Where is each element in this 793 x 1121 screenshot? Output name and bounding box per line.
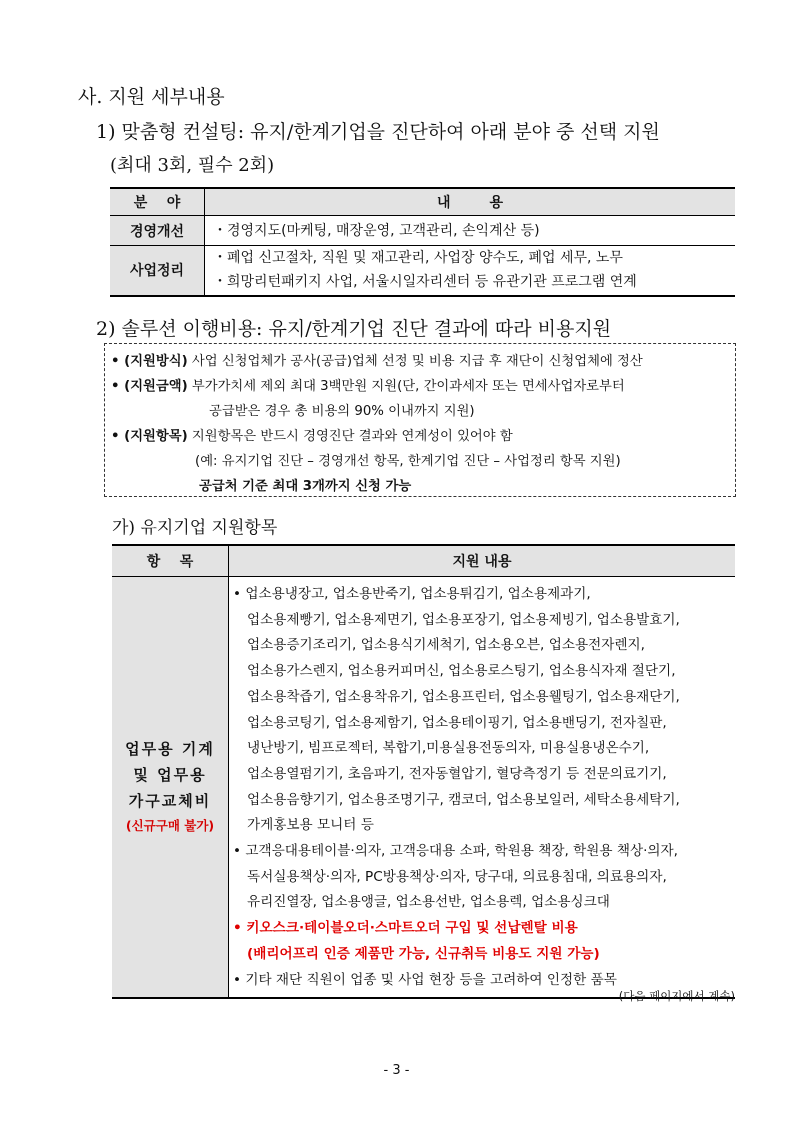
content-cell — [229, 577, 736, 999]
row-content — [205, 246, 736, 296]
category-line: 가구교체비 — [128, 792, 212, 811]
content-line: 독서실용책상·의자, PC방용책상·의자, 당구대, 의료용침대, 의료용의자, — [247, 868, 667, 885]
content-line: 업소용열펌기기, 초음파기, 전자동혈압기, 혈당측정기 등 전문의료기기, — [247, 765, 667, 782]
category-cell — [112, 577, 229, 999]
method-label: • (지원방식) — [111, 354, 188, 369]
content-line: 업소용증기조리기, 업소용식기세척기, 업소용오븐, 업소용전자렌지, — [247, 637, 645, 654]
content-line: 냉난방기, 빔프로젝터, 복합기,미용실용전동의자, 미용실용냉온수기, — [247, 740, 650, 757]
items-text: 지원항목은 반드시 경영진단 결과와 연계성이 있어야 함 — [187, 429, 513, 444]
highlight-line: (배리어프리 인증 제품만 가능, 신규취득 비용도 지원 가능) — [247, 945, 600, 962]
table-row — [110, 246, 735, 296]
continued-note: (다음 페이지에서 계속) — [618, 989, 735, 1003]
item2-title: 2) 솔루션 이행비용: 유지/한계기업 진단 결과에 따라 비용지원 — [96, 318, 612, 340]
amount-label: • (지원금액) — [111, 379, 188, 394]
items-label: • (지원항목) — [111, 429, 188, 444]
item1-subtitle: (최대 3회, 필수 2회) — [110, 155, 275, 176]
page-number: - 3 - — [383, 1063, 410, 1078]
support-items — [111, 425, 513, 444]
item3-title: 가) 유지기업 지원항목 — [112, 518, 278, 538]
table-row — [112, 577, 735, 999]
content-line: 업소용가스렌지, 업소용커피머신, 업소용로스팅기, 업소용식자재 절단기, — [247, 663, 676, 680]
support-amount — [111, 375, 625, 394]
category-note: (신규구매 불가) — [125, 818, 215, 834]
items-limit: 공급처 기준 최대 3개까지 신청 가능 — [199, 479, 412, 494]
category-line: 업무용 기계 — [125, 740, 215, 759]
row-category: 경영개선 — [110, 216, 205, 246]
content-line: • 기타 재단 직원이 업종 및 사업 현장 등을 고려하여 인정한 품목 — [233, 971, 617, 988]
cost-support-box — [104, 343, 736, 497]
content-line: 업소용착즙기, 업소용착유기, 업소용프린터, 업소용웰팅기, 업소용재단기, — [247, 688, 680, 705]
consulting-table — [110, 187, 735, 297]
table-header-support: 지원 내용 — [229, 545, 736, 577]
row-line: ・폐업 신고절차, 직원 및 재고관리, 사업장 양수도, 폐업 세무, 노무 — [213, 250, 623, 267]
amount-text-cont: 공급받은 경우 총 비용의 90% 이내까지 지원) — [209, 404, 475, 419]
table-header-content: 내 용 — [205, 188, 736, 216]
support-method — [111, 350, 643, 369]
highlight-line: • 키오스크·테이블오더·스마트오더 구입 및 선납렌탈 비용 — [233, 920, 578, 937]
amount-text: 부가가치세 제외 최대 3백만원 지원(단, 간이과세자 또는 면세사업자로부터 — [187, 379, 625, 394]
support-items-table — [112, 544, 735, 999]
content-line: 유리진열장, 업소용앵글, 업소용선반, 업소용렉, 업소용싱크대 — [247, 894, 610, 911]
table-header-category: 분 야 — [110, 188, 205, 216]
table-row — [110, 216, 735, 246]
content-line: • 고객응대용테이블·의자, 고객응대용 소파, 학원용 책장, 학원용 책상·의자, — [233, 843, 679, 860]
content-line: 가게홍보용 모니터 등 — [247, 817, 374, 834]
content-line: 업소용코팅기, 업소용제함기, 업소용테이핑기, 업소용밴딩기, 전자칠판, — [247, 714, 667, 731]
item1-title: 1) 맞춤형 컨설팅: 유지/한계기업을 진단하여 아래 분야 중 선택 지원 — [96, 121, 660, 143]
row-line: ・희망리턴패키지 사업, 서울시일자리센터 등 유관기관 프로그램 연계 — [213, 274, 637, 291]
content-line: 업소용제빵기, 업소용제면기, 업소용포장기, 업소용제빙기, 업소용발효기, — [247, 611, 680, 628]
section-heading: 사. 지원 세부내용 — [78, 86, 225, 108]
method-text: 사업 신청업체가 공사(공급)업체 선정 및 비용 지급 후 재단이 신청업체에 정산 — [187, 354, 643, 369]
row-content — [205, 216, 736, 246]
row-line: ・경영지도(마케팅, 매장운영, 고객관리, 손익계산 등) — [213, 222, 540, 239]
category-line: 및 업무용 — [133, 766, 207, 785]
items-example: (예: 유지기업 진단 – 경영개선 항목, 한계기업 진단 – 사업정리 항목 지원) — [195, 454, 621, 469]
table-header-item: 항 목 — [112, 545, 229, 577]
content-line: 업소용음향기기, 업소용조명기구, 캠코더, 업소용보일러, 세탁소용세탁기, — [247, 791, 680, 808]
row-category: 사업정리 — [110, 246, 205, 296]
content-line: • 업소용냉장고, 업소용반죽기, 업소용튀김기, 업소용제과기, — [233, 586, 591, 602]
